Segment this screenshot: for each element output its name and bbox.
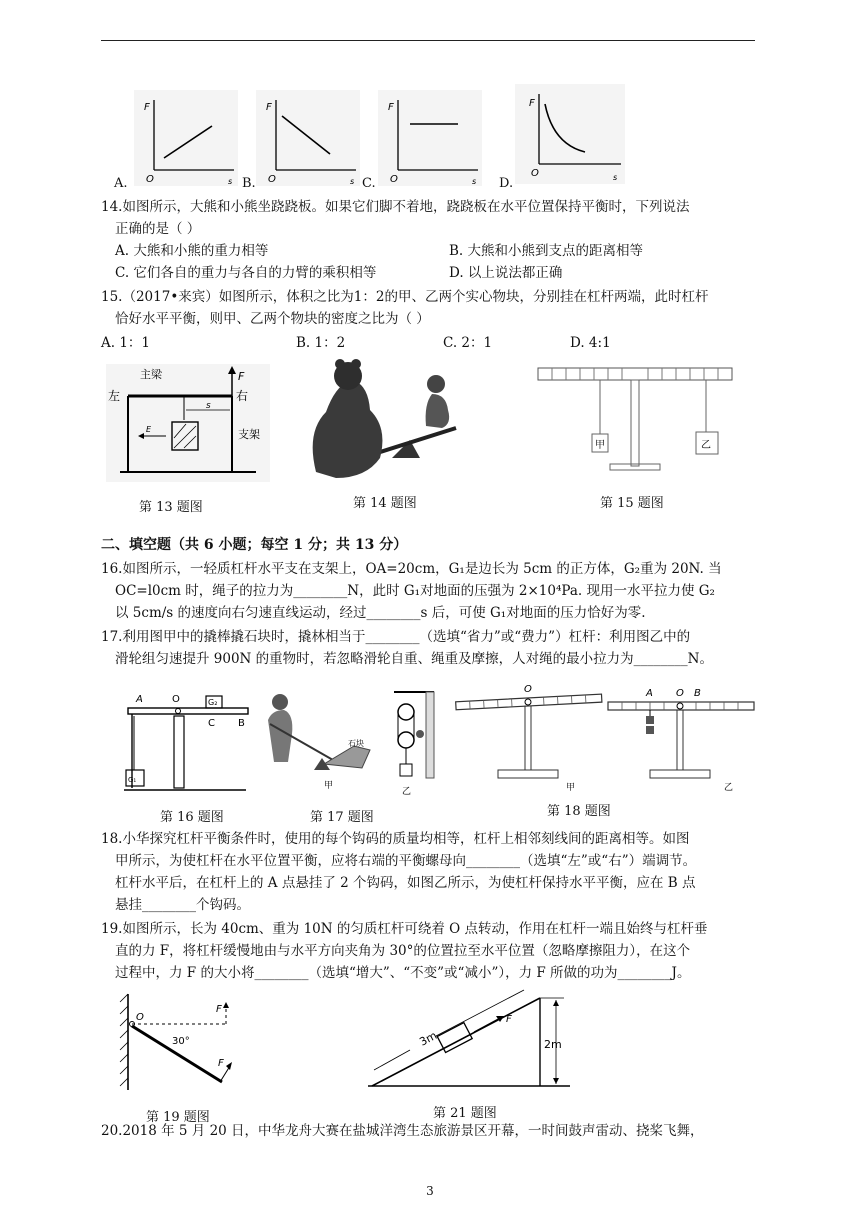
figure-18: [448, 676, 758, 794]
svg-text:E: E: [146, 425, 152, 434]
svg-text:B: B: [238, 718, 245, 729]
q20-line-1: 20.2018 年 5 月 20 日，中华龙舟大赛在盐城洋湾生态旅游景区开幕，一时间鼓声雷动、挠桨飞舞，: [101, 1123, 704, 1139]
figure-13: [106, 364, 270, 482]
figure-19-caption: 第 19 题图: [146, 1110, 210, 1125]
svg-text:2m: 2m: [544, 1038, 562, 1051]
q15-stem-1: 15.（2017•来宾）如图所示，体积之比为1：2的甲、乙两个实心物块，分别挂在杠杆两端，此时杠杆: [101, 289, 709, 305]
figure-15-caption: 第 15 题图: [600, 496, 664, 511]
svg-text:F: F: [218, 1058, 224, 1069]
figure-19-svg: [114, 990, 240, 1098]
graph-d-svg: [515, 84, 625, 184]
q14-option-d: D. 以上说法都正确: [449, 265, 563, 281]
svg-text:F: F: [529, 98, 535, 109]
svg-text:石块: 石块: [348, 739, 364, 748]
q16-line-2: OC=l0cm 时，绳子的拉力为________N，此时 G₁对地面的压强为 2×10⁴Pa. 现用一水平拉力使 G₂: [115, 583, 715, 599]
q15-option-c: C. 2：1: [443, 335, 493, 351]
graph-a-svg: [134, 90, 238, 186]
svg-text:A: A: [646, 688, 653, 699]
svg-text:F: F: [216, 1004, 222, 1015]
svg-text:G₂: G₂: [208, 698, 218, 707]
figure-17-caption: 第 17 题图: [310, 810, 374, 825]
svg-text:O: O: [268, 174, 276, 185]
axis-f: F: [144, 102, 150, 113]
svg-text:O: O: [390, 174, 398, 185]
svg-text:乙: 乙: [402, 787, 412, 796]
graph-d-label: D.: [499, 176, 514, 191]
figure-14: [296, 354, 466, 482]
svg-text:F: F: [506, 1014, 512, 1025]
svg-text:O: O: [172, 694, 180, 705]
graph-c-svg: [378, 90, 482, 186]
section-fill-in-blank-heading: 二、填空题（共 6 小题；每空 1 分；共 13 分）: [101, 537, 408, 553]
svg-text:s: s: [613, 173, 618, 182]
header-rule: [101, 40, 755, 41]
graph-c: [378, 90, 482, 186]
figure-18-caption: 第 18 题图: [547, 804, 611, 819]
q18-line-3: 杠杆水平后，在杠杆上的 A 点悬挂了 2 个钩码，如图乙所示，为使杠杆保持水平平衡，应在 B 点: [115, 875, 696, 891]
q18-line-4: 悬挂________个钩码。: [115, 897, 250, 913]
figure-15-svg: [530, 360, 740, 482]
svg-text:3m: 3m: [417, 1028, 440, 1049]
svg-text:30°: 30°: [172, 1036, 190, 1047]
figure-17-svg: [250, 690, 436, 796]
graph-a: [134, 90, 238, 186]
svg-text:左: 左: [108, 389, 121, 403]
figure-15: [530, 360, 740, 482]
svg-text:B: B: [694, 688, 701, 699]
svg-text:O: O: [531, 168, 539, 179]
q16-line-1: 16.如图所示，一轻质杠杆水平支在支架上，OA=20cm，G₁是边长为 5cm 的正方体，G₂重为 20N. 当: [101, 561, 722, 577]
q18-line-1: 18.小华探究杠杆平衡条件时，使用的每个钩码的质量均相等，杠杆上相邻刻线间的距离相等。如图: [101, 831, 690, 847]
figure-21-svg: [364, 988, 574, 1092]
svg-text:s: s: [228, 177, 233, 186]
q19-line-3: 过程中，力 F 的大小将________（选填“增大”、“不变”或“减小”），力 F 所做的功为________J。: [115, 965, 691, 981]
svg-text:s: s: [472, 177, 477, 186]
svg-text:乙: 乙: [724, 783, 734, 793]
svg-text:G₁: G₁: [128, 776, 137, 784]
svg-text:A: A: [136, 694, 143, 705]
svg-text:O: O: [676, 688, 684, 699]
graph-b-label: B.: [242, 176, 256, 191]
graph-d: [515, 84, 625, 184]
q19-line-1: 19.如图所示，长为 40cm、重为 10N 的匀质杠杆可绕着 O 点转动，作用在杠杆一端且始终与杠杆垂: [101, 921, 708, 937]
svg-text:O: O: [524, 684, 532, 695]
q14-stem-2: 正确的是（ ）: [115, 221, 201, 237]
q19-line-2: 直的力 F，将杠杆缓慢地由与水平方向夹角为 30°的位置拉至水平位置（忽略摩擦阻力），在这个: [115, 943, 691, 959]
svg-text:O: O: [146, 174, 154, 185]
graph-b: [256, 90, 360, 186]
svg-text:支架: 支架: [238, 428, 260, 441]
q14-option-b: B. 大熊和小熊到支点的距离相等: [449, 243, 644, 259]
svg-text:甲: 甲: [566, 783, 576, 793]
figure-21: [364, 988, 574, 1092]
figure-17: [250, 690, 436, 796]
svg-text:C: C: [208, 718, 215, 729]
svg-text:右: 右: [236, 389, 249, 403]
svg-text:F: F: [238, 370, 245, 383]
q15-option-b: B. 1：2: [296, 335, 346, 351]
q18-line-2: 甲所示，为使杠杆在水平位置平衡，应将右端的平衡螺母向________（选填“左”或“右”）端调节。: [115, 853, 697, 869]
figure-19: [114, 990, 240, 1098]
svg-text:F: F: [266, 102, 272, 113]
graph-b-svg: [256, 90, 360, 186]
figure-13-svg: [106, 364, 270, 482]
svg-text:s: s: [206, 401, 211, 411]
svg-text:O: O: [136, 1012, 144, 1023]
figure-16-svg: [120, 686, 250, 796]
q17-line-1: 17.利用图甲中的撬棒撬石块时，撬林相当于________（选填“省力”或“费力”）杠杆：利用图乙中的: [101, 629, 691, 645]
svg-text:乙: 乙: [701, 440, 711, 451]
q17-line-2: 滑轮组匀速提升 900N 的重物时，若忽略滑轮自重、绳重及摩擦，人对绳的最小拉力为________N。: [115, 651, 713, 667]
figure-21-caption: 第 21 题图: [433, 1106, 497, 1121]
figure-13-caption: 第 13 题图: [139, 500, 203, 515]
figure-14-caption: 第 14 题图: [353, 496, 417, 511]
q14-option-c: C. 它们各自的重力与各自的力臂的乘积相等: [115, 265, 377, 281]
figure-14-svg: [296, 354, 466, 482]
svg-text:甲: 甲: [324, 781, 334, 791]
q15-stem-2: 恰好水平平衡，则甲、乙两个物块的密度之比为（ ）: [115, 311, 430, 327]
figure-16-caption: 第 16 题图: [160, 810, 224, 825]
q14-stem-1: 14.如图所示，大熊和小熊坐跷跷板。如果它们脚不着地，跷跷板在水平位置保持平衡时，下列说法: [101, 199, 690, 215]
svg-text:s: s: [350, 177, 355, 186]
figure-16: [120, 686, 250, 796]
svg-text:主梁: 主梁: [140, 368, 162, 381]
graph-c-label: C.: [362, 176, 376, 191]
figure-18-svg: [448, 676, 758, 794]
q15-option-a: A. 1：1: [101, 335, 151, 351]
svg-text:F: F: [388, 102, 394, 113]
q14-option-a: A. 大熊和小熊的重力相等: [115, 243, 269, 259]
q15-option-d: D. 4:1: [570, 335, 611, 351]
graph-a-label: A.: [114, 176, 128, 191]
q16-line-3: 以 5cm/s 的速度向右匀速直线运动，经过________s 后，可使 G₁对地面的压力恰好为零.: [115, 605, 646, 621]
svg-text:甲: 甲: [595, 440, 605, 451]
page-number: 3: [426, 1184, 434, 1198]
